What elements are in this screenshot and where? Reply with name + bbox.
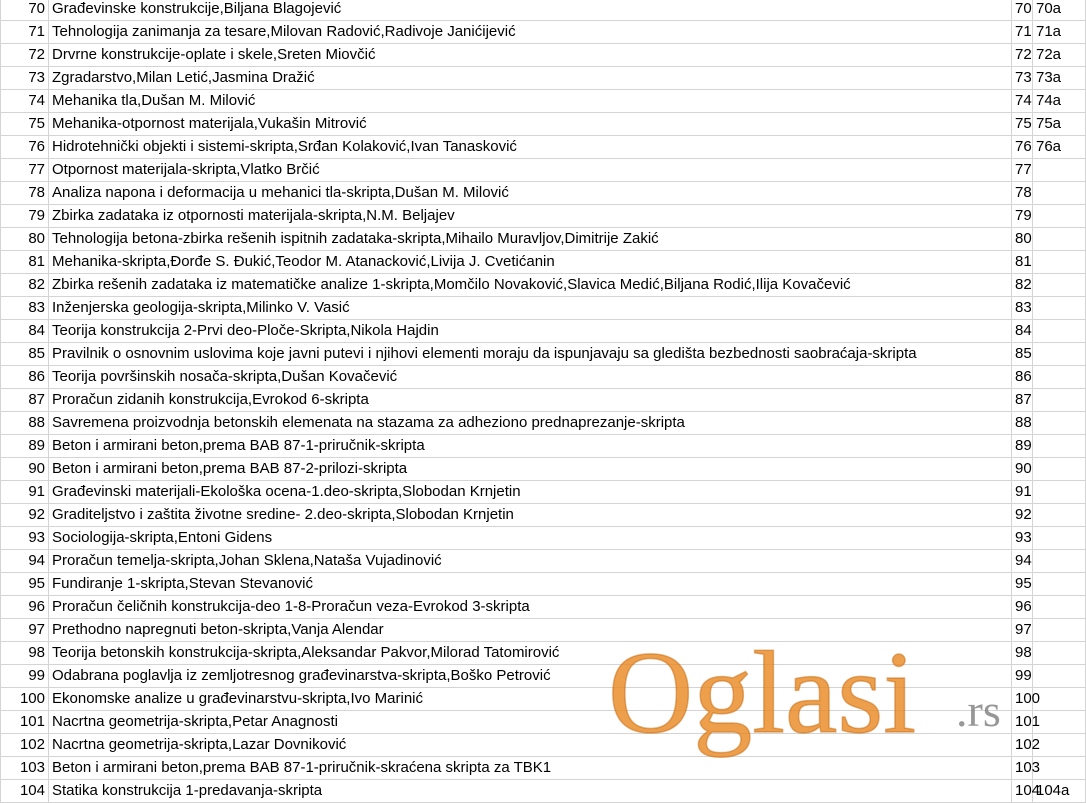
row-number-cell[interactable]: 95: [1, 573, 49, 596]
row-number-cell[interactable]: 91: [1, 481, 49, 504]
code-cell[interactable]: [1033, 274, 1086, 297]
code-cell[interactable]: 75a: [1033, 113, 1086, 136]
title-cell[interactable]: Savremena proizvodnja betonskih elemenata na stazama za adheziono prednaprezanje-skripta: [49, 412, 1012, 435]
spreadsheet-body: [1, 0, 1086, 803]
code-cell[interactable]: [1033, 251, 1086, 274]
number-cell[interactable]: 93: [1012, 527, 1033, 550]
row-number-cell[interactable]: 104: [1, 780, 49, 803]
number-cell[interactable]: 77: [1012, 159, 1033, 182]
row-number-cell[interactable]: 73: [1, 67, 49, 90]
number-cell[interactable]: 90: [1012, 458, 1033, 481]
number-cell[interactable]: 101: [1012, 711, 1033, 734]
code-cell[interactable]: [1033, 665, 1086, 688]
code-cell[interactable]: [1033, 205, 1086, 228]
code-cell[interactable]: [1033, 619, 1086, 642]
number-cell[interactable]: 104: [1012, 780, 1033, 803]
title-cell[interactable]: Zbirka zadataka iz otpornosti materijala-skripta,N.M. Beljajev: [49, 205, 1012, 228]
table-row: [1, 251, 1086, 274]
title-cell[interactable]: Drvrne konstrukcije-oplate i skele,Sreten Miovčić: [49, 44, 1012, 67]
row-number-cell[interactable]: 85: [1, 343, 49, 366]
number-cell[interactable]: 80: [1012, 228, 1033, 251]
table-row: [1, 412, 1086, 435]
number-cell[interactable]: 87: [1012, 389, 1033, 412]
table-row: [1, 297, 1086, 320]
code-cell[interactable]: 104a: [1033, 780, 1086, 803]
number-cell[interactable]: 76: [1012, 136, 1033, 159]
title-cell[interactable]: Prethodno napregnuti beton-skripta,Vanja Alendar: [49, 619, 1012, 642]
number-cell[interactable]: 84: [1012, 320, 1033, 343]
watermark-suffix-text: .rs: [956, 685, 1001, 736]
code-cell[interactable]: [1033, 159, 1086, 182]
table-row: [1, 711, 1086, 734]
row-number-cell[interactable]: 92: [1, 504, 49, 527]
table-row: [1, 274, 1086, 297]
table-row: [1, 320, 1086, 343]
title-cell[interactable]: Otpornost materijala-skripta,Vlatko Brčić: [49, 159, 1012, 182]
code-cell[interactable]: [1033, 757, 1086, 780]
row-number-cell[interactable]: 71: [1, 21, 49, 44]
row-number-cell[interactable]: 94: [1, 550, 49, 573]
row-number-cell[interactable]: 84: [1, 320, 49, 343]
title-cell[interactable]: Beton i armirani beton,prema BAB 87-1-priručnik-skripta: [49, 435, 1012, 458]
row-number-cell[interactable]: 72: [1, 44, 49, 67]
table-row: [1, 205, 1086, 228]
number-cell[interactable]: 83: [1012, 297, 1033, 320]
title-cell[interactable]: Statika konstrukcija 1-predavanja-skripta: [49, 780, 1012, 803]
table-row: [1, 550, 1086, 573]
title-cell[interactable]: Mehanika tla,Dušan M. Milović: [49, 90, 1012, 113]
code-cell[interactable]: [1033, 412, 1086, 435]
title-cell[interactable]: Nacrtna geometrija-skripta,Lazar Dovniković: [49, 734, 1012, 757]
table-row: [1, 458, 1086, 481]
table-row: [1, 228, 1086, 251]
title-cell[interactable]: Zgradarstvo,Milan Letić,Jasmina Dražić: [49, 67, 1012, 90]
number-cell[interactable]: 82: [1012, 274, 1033, 297]
row-number-cell[interactable]: 86: [1, 366, 49, 389]
table-row: [1, 44, 1086, 67]
title-cell[interactable]: Građevinske konstrukcije,Biljana Blagojević: [49, 0, 1012, 21]
code-cell[interactable]: [1033, 343, 1086, 366]
number-cell[interactable]: 103: [1012, 757, 1033, 780]
row-number-cell[interactable]: 79: [1, 205, 49, 228]
table-row: [1, 136, 1086, 159]
title-cell[interactable]: Beton i armirani beton,prema BAB 87-1-priručnik-skraćena skripta za TBK1: [49, 757, 1012, 780]
code-cell[interactable]: [1033, 297, 1086, 320]
row-number-cell[interactable]: 99: [1, 665, 49, 688]
code-cell[interactable]: [1033, 481, 1086, 504]
number-cell[interactable]: 86: [1012, 366, 1033, 389]
table-row: [1, 343, 1086, 366]
number-cell[interactable]: 79: [1012, 205, 1033, 228]
code-cell[interactable]: [1033, 320, 1086, 343]
table-row: [1, 665, 1086, 688]
code-cell[interactable]: [1033, 504, 1086, 527]
table-row: [1, 619, 1086, 642]
code-cell[interactable]: [1033, 366, 1086, 389]
title-cell[interactable]: Graditeljstvo i zaštita životne sredine- 2.deo-skripta,Slobodan Krnjetin: [49, 504, 1012, 527]
title-cell[interactable]: Tehnologija zanimanja za tesare,Milovan Radović,Radivoje Janićijević: [49, 21, 1012, 44]
table-row: [1, 734, 1086, 757]
number-cell[interactable]: 100: [1012, 688, 1033, 711]
number-cell[interactable]: 92: [1012, 504, 1033, 527]
row-number-cell[interactable]: 101: [1, 711, 49, 734]
title-cell[interactable]: Pravilnik o osnovnim uslovima koje javni putevi i njihovi elementi moraju da ispunjavaju sa gledišta bezbednosti saobraćaja-skripta: [49, 343, 1012, 366]
code-cell[interactable]: 71a: [1033, 21, 1086, 44]
number-cell[interactable]: 91: [1012, 481, 1033, 504]
title-cell[interactable]: Proračun čeličnih konstrukcija-deo 1-8-Proračun veza-Evrokod 3-skripta: [49, 596, 1012, 619]
row-number-cell[interactable]: 76: [1, 136, 49, 159]
title-cell[interactable]: Zbirka rešenih zadataka iz matematičke analize 1-skripta,Momčilo Novaković,Slavica Medić,Biljana Rodić,Ilija Kovačević: [49, 274, 1012, 297]
code-cell[interactable]: 73a: [1033, 67, 1086, 90]
table-row: [1, 182, 1086, 205]
number-cell[interactable]: 96: [1012, 596, 1033, 619]
title-cell[interactable]: Sociologija-skripta,Entoni Gidens: [49, 527, 1012, 550]
number-cell[interactable]: 94: [1012, 550, 1033, 573]
code-cell[interactable]: [1033, 550, 1086, 573]
number-cell[interactable]: 73: [1012, 67, 1033, 90]
title-cell[interactable]: Teorija površinskih nosača-skripta,Dušan Kovačević: [49, 366, 1012, 389]
table-row: [1, 435, 1086, 458]
number-cell[interactable]: 78: [1012, 182, 1033, 205]
watermark-main-text: Oglasi: [608, 627, 917, 758]
title-cell[interactable]: Proračun temelja-skripta,Johan Sklena,Nataša Vujadinović: [49, 550, 1012, 573]
row-number-cell[interactable]: 83: [1, 297, 49, 320]
number-cell[interactable]: 72: [1012, 44, 1033, 67]
title-cell[interactable]: Mehanika-otpornost materijala,Vukašin Mitrović: [49, 113, 1012, 136]
code-cell[interactable]: 74a: [1033, 90, 1086, 113]
number-cell[interactable]: 81: [1012, 251, 1033, 274]
code-cell[interactable]: 76a: [1033, 136, 1086, 159]
number-cell[interactable]: 98: [1012, 642, 1033, 665]
number-cell[interactable]: 74: [1012, 90, 1033, 113]
row-number-cell[interactable]: 82: [1, 274, 49, 297]
table-row: [1, 90, 1086, 113]
row-number-cell[interactable]: 87: [1, 389, 49, 412]
table-row: [1, 688, 1086, 711]
code-cell[interactable]: [1033, 573, 1086, 596]
row-number-cell[interactable]: 89: [1, 435, 49, 458]
code-cell[interactable]: [1033, 688, 1086, 711]
code-cell[interactable]: 72a: [1033, 44, 1086, 67]
table-row: [1, 389, 1086, 412]
table-row: [1, 366, 1086, 389]
table-row: [1, 504, 1086, 527]
code-cell[interactable]: [1033, 527, 1086, 550]
row-number-cell[interactable]: 81: [1, 251, 49, 274]
table-row: [1, 159, 1086, 182]
row-number-cell[interactable]: 98: [1, 642, 49, 665]
code-cell[interactable]: [1033, 435, 1086, 458]
row-number-cell[interactable]: 97: [1, 619, 49, 642]
code-cell[interactable]: [1033, 182, 1086, 205]
table-row: [1, 527, 1086, 550]
number-cell[interactable]: 95: [1012, 573, 1033, 596]
number-cell[interactable]: 89: [1012, 435, 1033, 458]
title-cell[interactable]: Nacrtna geometrija-skripta,Petar Anagnosti: [49, 711, 1012, 734]
title-cell[interactable]: Građevinski materijali-Ekološka ocena-1.deo-skripta,Slobodan Krnjetin: [49, 481, 1012, 504]
table-row: [1, 481, 1086, 504]
row-number-cell[interactable]: 93: [1, 527, 49, 550]
title-cell[interactable]: Inženjerska geologija-skripta,Milinko V. Vasić: [49, 297, 1012, 320]
number-cell[interactable]: 88: [1012, 412, 1033, 435]
title-cell[interactable]: Hidrotehnički objekti i sistemi-skripta,Srđan Kolaković,Ivan Tanasković: [49, 136, 1012, 159]
number-cell[interactable]: 70: [1012, 0, 1033, 21]
table-row: [1, 757, 1086, 780]
title-cell[interactable]: Teorija betonskih konstrukcija-skripta,Aleksandar Pakvor,Milorad Tatomirović: [49, 642, 1012, 665]
title-cell[interactable]: Teorija konstrukcija 2-Prvi deo-Ploče-Skripta,Nikola Hajdin: [49, 320, 1012, 343]
table-row: [1, 642, 1086, 665]
title-cell[interactable]: Proračun zidanih konstrukcija,Evrokod 6-skripta: [49, 389, 1012, 412]
row-number-cell[interactable]: 77: [1, 159, 49, 182]
number-cell[interactable]: 71: [1012, 21, 1033, 44]
table-row: [1, 21, 1086, 44]
table-row: [1, 113, 1086, 136]
row-number-cell[interactable]: 88: [1, 412, 49, 435]
row-number-cell[interactable]: 78: [1, 182, 49, 205]
table-row: [1, 0, 1086, 21]
code-cell[interactable]: [1033, 642, 1086, 665]
title-cell[interactable]: Mehanika-skripta,Đorđe S. Đukić,Teodor M. Atanacković,Livija J. Cvetićanin: [49, 251, 1012, 274]
table-row: [1, 67, 1086, 90]
row-number-cell[interactable]: 102: [1, 734, 49, 757]
number-cell[interactable]: 97: [1012, 619, 1033, 642]
title-cell[interactable]: Analiza napona i deformacija u mehanici tla-skripta,Dušan M. Milović: [49, 182, 1012, 205]
title-cell[interactable]: Odabrana poglavlja iz zemljotresnog građevinarstva-skripta,Boško Petrović: [49, 665, 1012, 688]
code-cell[interactable]: [1033, 228, 1086, 251]
table-row: [1, 780, 1086, 803]
row-number-cell[interactable]: 100: [1, 688, 49, 711]
code-cell[interactable]: [1033, 389, 1086, 412]
row-number-cell[interactable]: 103: [1, 757, 49, 780]
code-cell[interactable]: [1033, 458, 1086, 481]
row-number-cell[interactable]: 80: [1, 228, 49, 251]
row-number-cell[interactable]: 96: [1, 596, 49, 619]
number-cell[interactable]: 102: [1012, 734, 1033, 757]
row-number-cell[interactable]: 75: [1, 113, 49, 136]
number-cell[interactable]: 75: [1012, 113, 1033, 136]
table-row: [1, 596, 1086, 619]
code-cell[interactable]: [1033, 734, 1086, 757]
row-number-cell[interactable]: 74: [1, 90, 49, 113]
title-cell[interactable]: Ekonomske analize u građevinarstvu-skripta,Ivo Marinić: [49, 688, 1012, 711]
code-cell[interactable]: [1033, 711, 1086, 734]
number-cell[interactable]: 85: [1012, 343, 1033, 366]
title-cell[interactable]: Fundiranje 1-skripta,Stevan Stevanović: [49, 573, 1012, 596]
code-cell[interactable]: 70a: [1033, 0, 1086, 21]
code-cell[interactable]: [1033, 596, 1086, 619]
number-cell[interactable]: 99: [1012, 665, 1033, 688]
table-row: [1, 573, 1086, 596]
title-cell[interactable]: Tehnologija betona-zbirka rešenih ispitnih zadataka-skripta,Mihailo Muravljov,Dimitrije Zakić: [49, 228, 1012, 251]
row-number-cell[interactable]: 70: [1, 0, 49, 21]
row-number-cell[interactable]: 90: [1, 458, 49, 481]
title-cell[interactable]: Beton i armirani beton,prema BAB 87-2-prilozi-skripta: [49, 458, 1012, 481]
